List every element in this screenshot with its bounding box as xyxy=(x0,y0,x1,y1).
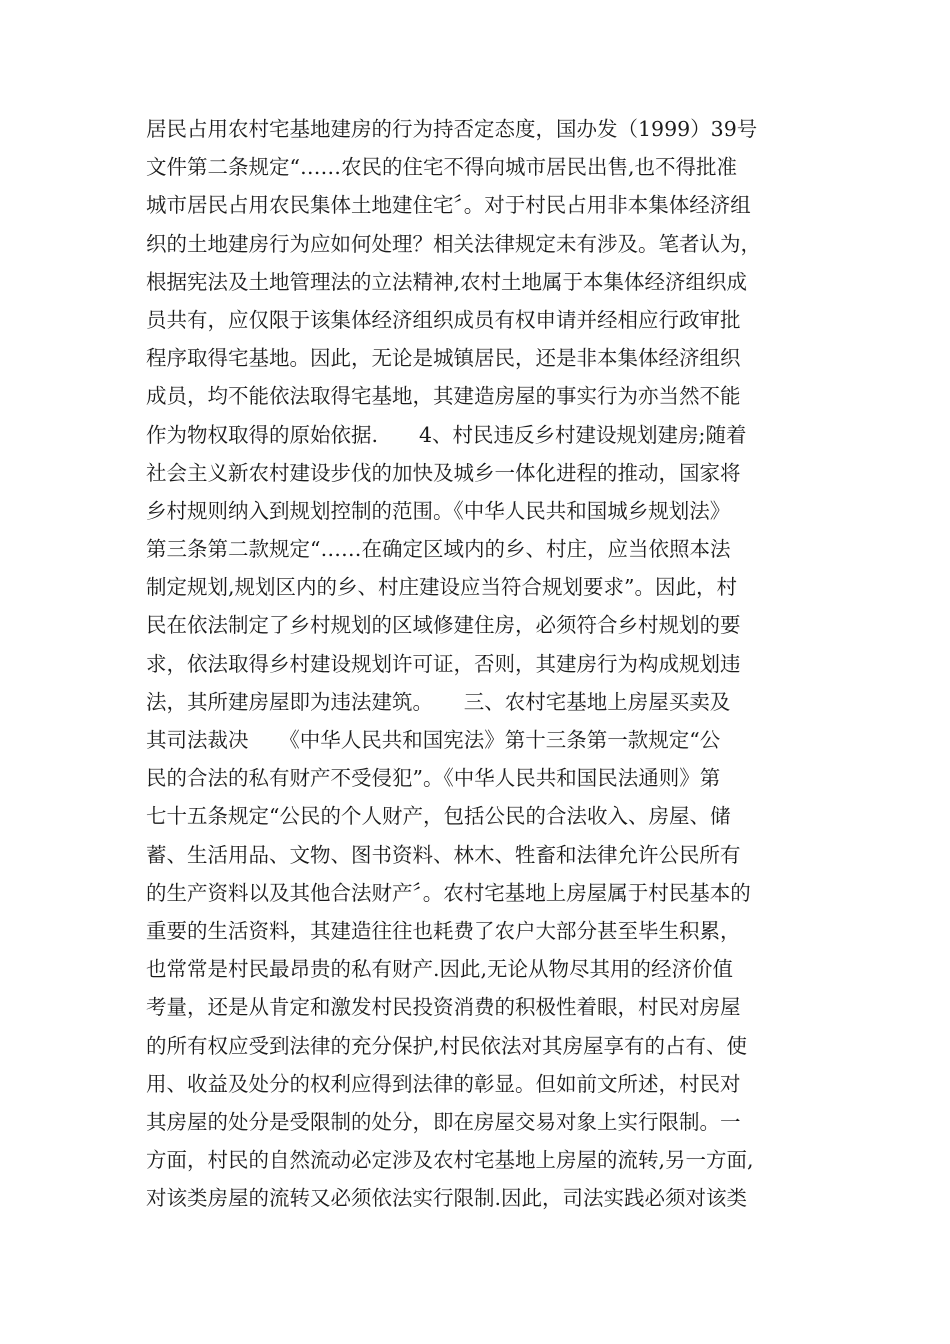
text-line: 员共有，应仅限于该集体经济组织成员有权申请并经相应行政审批 xyxy=(146,307,741,332)
text-line: 居民占用农村宅基地建房的行为持否定态度，国办发（1999）39号 xyxy=(146,117,758,141)
text-line: 程序取得宅基地。因此，无论是城镇居民，还是非本集体经济组织 xyxy=(146,346,741,371)
text-line: 第三条第二款规定“……在确定区域内的乡、村庄，应当依照本法 xyxy=(146,537,731,562)
text-line: 民的合法的私有财产不受侵犯”。《中华人民共和国民法通则》第 xyxy=(146,766,721,791)
text-line: 其房屋的处分是受限制的处分，即在房屋交易对象上实行限制。一 xyxy=(146,1109,741,1134)
text-line: 社会主义新农村建设步伐的加快及城乡一体化进程的推动，国家将 xyxy=(146,460,741,485)
text-line: 织的土地建房行为应如何处理？相关法律规定未有涉及。笔者认为， xyxy=(146,231,761,256)
text-line: 成员，均不能依法取得宅基地，其建造房屋的事实行为亦当然不能 xyxy=(146,384,741,409)
text-line: 作为物权取得的原始依据. 4、村民违反乡村建设规划建房;随着 xyxy=(146,422,747,447)
text-line: 制定规划,规划区内的乡、村庄建设应当符合规划要求”。因此，村 xyxy=(146,575,737,600)
text-line: 乡村规则纳入到规划控制的范围。《中华人民共和国城乡规划法》 xyxy=(146,498,731,523)
text-line: 民在依法制定了乡村规划的区域修建住房，必须符合乡村规划的要 xyxy=(146,613,741,638)
text-line: 用、收益及处分的权利应得到法律的彰显。但如前文所述，村民对 xyxy=(146,1071,741,1096)
text-line: 法，其所建房屋即为违法建筑。 三、农村宅基地上房屋买卖及 xyxy=(146,689,731,714)
text-line: 重要的生活资料，其建造往往也耗费了农户大部分甚至毕生积累， xyxy=(146,918,741,943)
text-line: 城市居民占用农民集体土地建住宅〞。对于村民占用非本集体经济组 xyxy=(146,193,751,218)
text-line: 考量，还是从肯定和激发村民投资消费的积极性着眼，村民对房屋 xyxy=(146,995,741,1020)
text-line: 求，依法取得乡村建设规划许可证，否则，其建房行为构成规划违 xyxy=(146,651,741,676)
text-line: 文件第二条规定“……农民的住宅不得向城市居民出售,也不得批准 xyxy=(146,155,737,180)
text-line: 其司法裁决 《中华人民共和国宪法》第十三条第一款规定“公 xyxy=(146,728,721,752)
text-line: 对该类房屋的流转又必须依法实行限制.因此，司法实践必须对该类 xyxy=(146,1186,748,1211)
text-line: 方面，村民的自然流动必定涉及农村宅基地上房屋的流转,另一方面, xyxy=(146,1148,754,1173)
text-line: 的生产资料以及其他合法财产〞。农村宅基地上房屋属于村民基本的 xyxy=(146,880,751,905)
text-line: 的所有权应受到法律的充分保护,村民依法对其房屋享有的占有、使 xyxy=(146,1033,748,1058)
text-line: 蓄、生活用品、文物、图书资料、林木、牲畜和法律允许公民所有 xyxy=(146,842,741,867)
text-line: 也常常是村民最昂贵的私有财产.因此,无论从物尽其用的经济价值 xyxy=(146,957,734,982)
text-line: 根据宪法及土地管理法的立法精神,农村土地属于本集体经济组织成 xyxy=(146,269,748,294)
text-line: 七十五条规定“公民的个人财产，包括公民的合法收入、房屋、储 xyxy=(146,804,731,829)
body-text xyxy=(146,110,806,1217)
